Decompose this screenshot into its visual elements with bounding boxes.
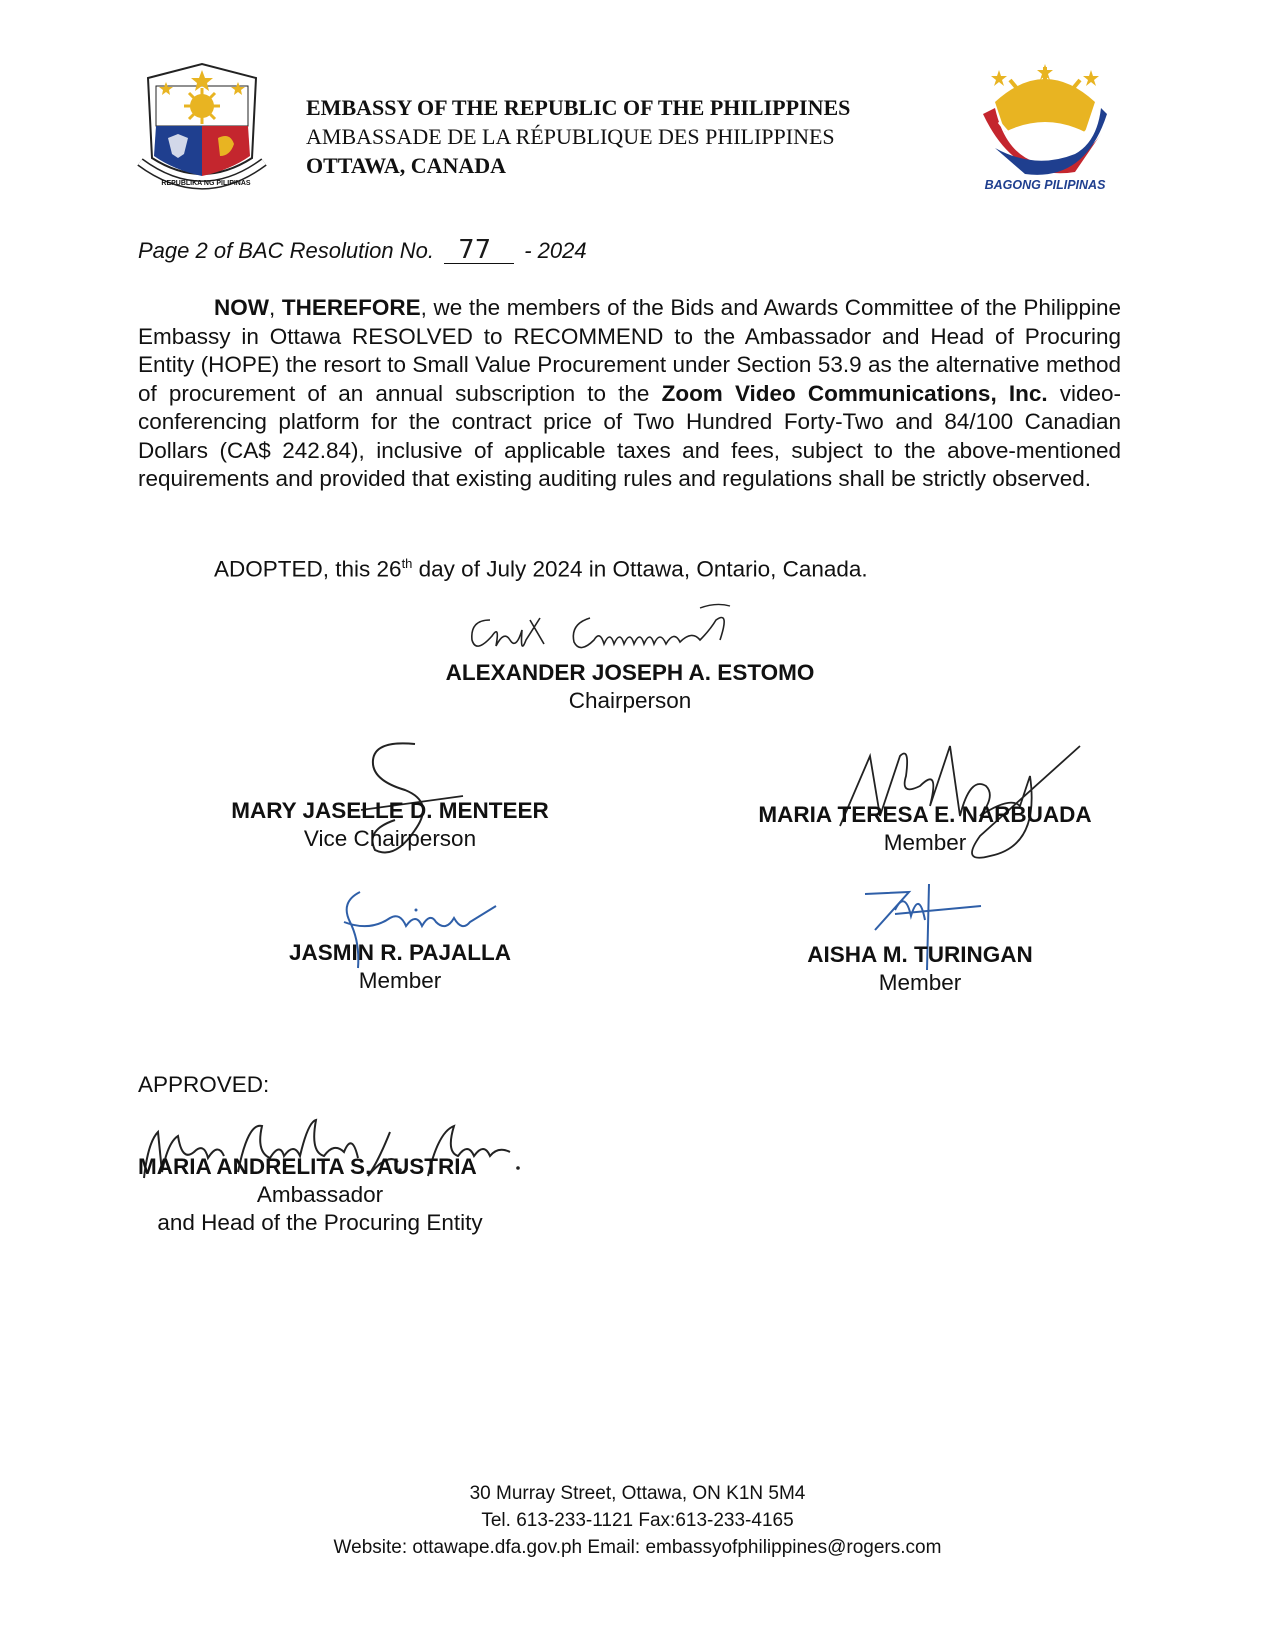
header-embassy-name: EMBASSY OF THE REPUBLIC OF THE PHILIPPINES xyxy=(306,95,851,120)
chairperson-block xyxy=(380,660,880,714)
member-pajalla-block xyxy=(250,940,550,994)
adopted-sup: th xyxy=(401,556,413,571)
vice-chairperson-role: Vice Chairperson xyxy=(303,826,477,851)
seal-text: REPUBLIKA NG PILIPINAS xyxy=(161,180,251,187)
ambassador-name: MARIA ANDRELITA S. AUSTRIA xyxy=(138,1154,477,1179)
member-narbuada-role: Member xyxy=(883,830,967,855)
bagong-pilipinas-caption: BAGONG PILIPINAS xyxy=(984,178,1106,192)
page-reference-prefix: Page 2 of BAC Resolution No. xyxy=(138,238,434,263)
ambassador-role-hope: and Head of the Procuring Entity xyxy=(157,1210,483,1235)
resolution-number-blank xyxy=(444,235,514,265)
member-pajalla-name: JASMIN R. PAJALLA xyxy=(288,940,512,965)
footer-phone-fax: Tel. 613-233-1121 Fax:613-233-4165 xyxy=(481,1510,794,1531)
adopted-statement xyxy=(214,556,868,583)
member-narbuada-block xyxy=(730,802,1120,856)
ambassador-block xyxy=(130,1154,510,1236)
body-lead-now: NOW xyxy=(214,295,269,320)
member-narbuada-name: MARIA TERESA E. NARBUADA xyxy=(758,802,1092,827)
member-turingan-name: AISHA M. TURINGAN xyxy=(807,942,1033,967)
ambassador-role: Ambassador xyxy=(256,1182,384,1207)
adopted-pre: ADOPTED, this 26 xyxy=(214,556,402,582)
adopted-post: day of July 2024 in Ottawa, Ontario, Canada. xyxy=(412,556,868,582)
page-reference-suffix: - 2024 xyxy=(524,238,587,263)
member-turingan-role: Member xyxy=(878,970,962,995)
chairperson-name: ALEXANDER JOSEPH A. ESTOMO xyxy=(445,660,815,685)
body-lead-therefore: THEREFORE xyxy=(281,295,421,320)
footer-address: 30 Murray Street, Ottawa, ON K1N 5M4 xyxy=(469,1483,806,1504)
chairperson-signature-icon xyxy=(460,600,780,660)
header-embassy-name-french: AMBASSADE DE LA RÉPUBLIQUE DES PHILIPPINES xyxy=(306,124,835,149)
member-turingan-block xyxy=(740,942,1100,996)
approved-label: APPROVED: xyxy=(138,1072,270,1097)
footer-website-email: Website: ottawape.dfa.gov.ph Email: embassyofphilippines@rogers.com xyxy=(333,1537,942,1558)
vice-chairperson-block xyxy=(190,798,590,852)
page-reference xyxy=(138,235,587,265)
header-city: OTTAWA, CANADA xyxy=(306,153,507,178)
body-company-name: Zoom Video Communications, Inc. xyxy=(661,380,1048,406)
body-text-2: video-conferencing platform for the contract price of Two Hundred Forty-Two and 84/100 Canadian Dollars (CA$ 242.84), inclusive of applicable taxes and fees, subject to the above-mentioned requirements and provided that existing auditing rules and regulations shall be strictly observed. xyxy=(138,380,1122,491)
resolution-body-paragraph: NOW, THEREFORE, we the members of the Bids and Awards Committee of the Philippine Embassy in Ottawa RESOLVED to RECOMMEND to the Ambassador and Head of Procuring Entity (HOPE) the resort to Small Value Procurement under Section 53.9 as the alternative method of procurement of an annual subscription to the Zoom Video Communications, Inc. video-conferencing platform for the contract price of Two Hundred Forty-Two and 84/100 Canadian Dollars (CA$ 242.84), inclusive of applicable taxes and fees, subject to the above-mentioned requirements and provided that existing auditing rules and regulations shall be strictly observed. xyxy=(138,295,1122,491)
member-pajalla-role: Member xyxy=(358,968,442,993)
vice-chairperson-name: MARY JASELLE D. MENTEER xyxy=(231,798,549,823)
chairperson-role: Chairperson xyxy=(568,688,692,713)
body-text-1: , we the members of the Bids and Awards Committee of the Philippine Embassy in Ottawa RESOLVED to RECOMMEND to the Ambassador and Head of Procuring Entity (HOPE) the resort to Small Value Procurement under Section 53.9 as the alternative method of procurement of an annual subscription to the xyxy=(138,295,1121,406)
resolution-number: 77 xyxy=(458,235,492,265)
